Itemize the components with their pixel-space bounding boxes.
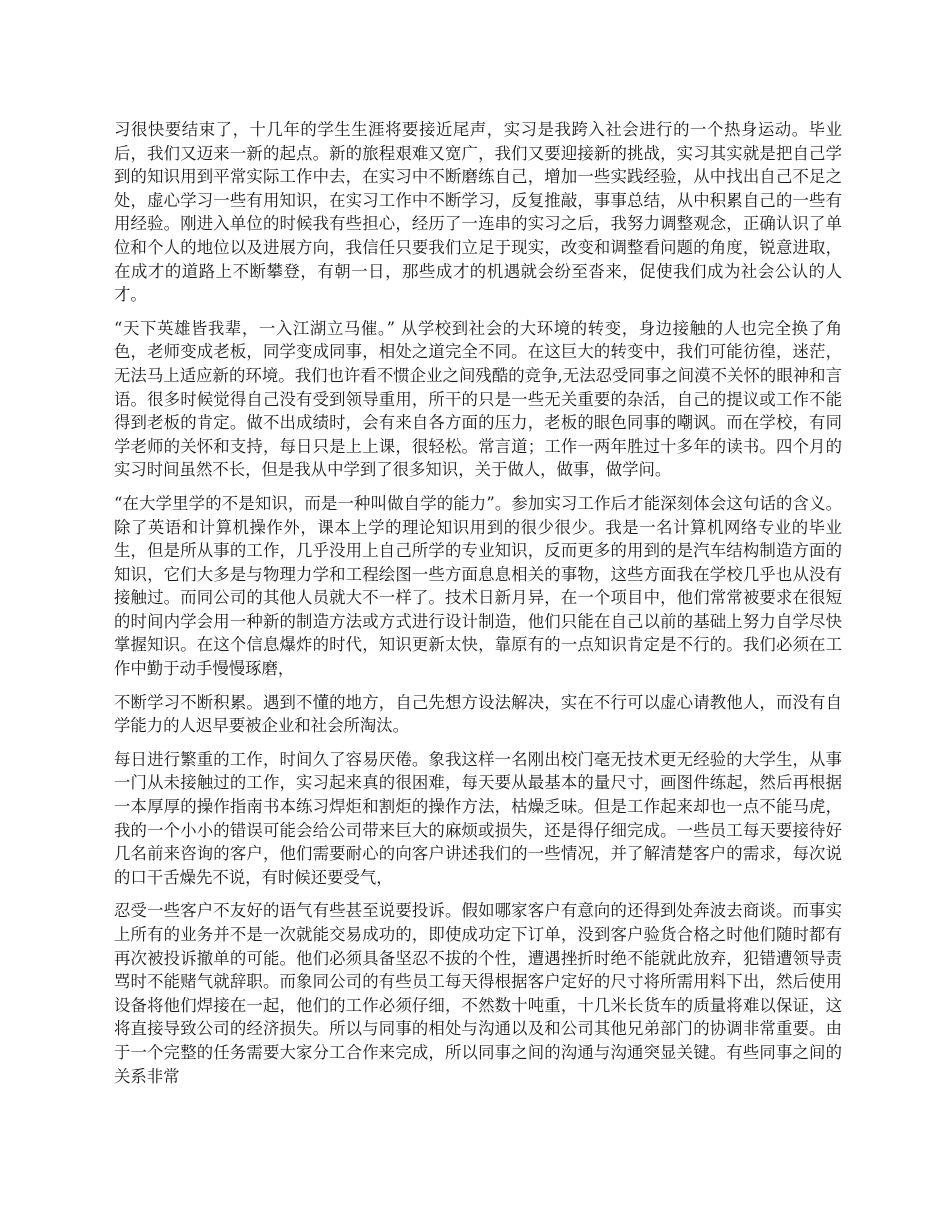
paragraph-6: 忍受一些客户不友好的语气有些甚至说要投诉。假如哪家客户有意向的还得到处奔波去商谈。而事实上所有的业务并不是一次就能交易成功的，即使成功定下订单，没到客户验货合格之时他们随时都有再次被投诉撤单的可能。他们必须具备坚忍不拔的个性，遭遇挫折时绝不能就此放弃，犯错遭领导责骂时不能赌气就辞职。而象同公司的有些员工每天得根据客户定好的尺寸将所需用料下出，然后使用设备将他们焊接在一起，他们的工作必须仔细，不然数十吨重，十几米长货车的质量将难以保证，这将直接导致公司的经济损失。所以与同事的相处与沟通以及和公司其他兄弟部门的协调非常重要。由于一个完整的任务需要大家分工合作来完成，所以同事之间的沟通与沟通突显关键。有些同事之间的关系非常 — [114, 901, 842, 1086]
paragraph-5: 每日进行繁重的工作，时间久了容易厌倦。象我这样一名刚出校门毫无技术更无经验的大学生，从事一门从未接触过的工作，实习起来真的很困难，每天要从最基本的量尺寸，画图件练起，然后再根据一本厚厚的操作指南书本练习焊炬和割炬的操作方法，枯燥乏味。但是工作起来却也一点不能马虎，我的一个小小的错误可能会给公司带来巨大的麻烦或损失，还是得仔细完成。一些员工每天要接待好几名前来咨询的客户，他们需要耐心的向客户讲述我们的一些情况，并了解清楚客户的需求，每次说的口干舌燥先不说，有时候还要受气， — [114, 749, 842, 887]
paragraph-1: 习很快要结束了，十几年的学生生涯将要接近尾声，实习是我跨入社会进行的一个热身运动。毕业后，我们又迈来一新的起点。新的旅程艰难又宽广，我们又要迎接新的挑战，实习其实就是把自己学到的知识用到平常实际工作中去，在实习中不断磨练自己，增加一些实践经验，从中找出自己不足之处，虚心学习一些有用知识，在实习工作中不断学习，反复推敲，事事总结，从中积累自己的一些有用经验。刚进入单位的时候我有些担心，经历了一连串的实习之后，我努力调整观念，正确认识了单位和个人的地位以及进展方向，我信任只要我们立足于现实，改变和调整看问题的角度，锐意进取，在成才的道路上不断攀登，有朝一日，那些成才的机遇就会纷至沓来，促使我们成为社会公认的人才。 — [114, 120, 842, 305]
paragraph-2: “天下英雄皆我辈，一入江湖立马催。” 从学校到社会的大环境的转变，身边接触的人也完全换了角色，老师变成老板，同学变成同事，相处之道完全不同。在这巨大的转变中，我们可能彷徨，迷茫，无法马上适应新的环境。我们也许看不惯企业之间残酷的竞争,无法忍受同事之间漠不关怀的眼神和言语。很多时候觉得自己没有受到领导重用，所干的只是一些无关重要的杂活，自己的提议或工作不能得到老板的肯定。做不出成绩时，会有来自各方面的压力，老板的眼色同事的嘲讽。而在学校，有同学老师的关怀和支持，每日只是上上课，很轻松。常言道；工作一两年胜过十多年的读书。四个月的实习时间虽然不长，但是我从中学到了很多知识，关于做人，做事，做学问。 — [114, 318, 842, 480]
paragraph-3: “在大学里学的不是知识，而是一种叫做自学的能力”。参加实习工作后才能深刻体会这句话的含义。除了英语和计算机操作外，课本上学的理论知识用到的很少很少。我是一名计算机网络专业的毕业生，但是所从事的工作，几乎没用上自己所学的专业知识，反而更多的用到的是汽车结构制造方面的知识，它们大多是与物理力学和工程绘图一些方面息息相关的事物，这些方面我在学校几乎也从没有接触过。而同公司的其他人员就大不一样了。技术日新月异，在一个项目中，他们常常被要求在很短的时间内学会用一种新的制造方法或方式进行设计制造，他们只能在自己以前的基础上努力自学尽快掌握知识。在这个信息爆炸的时代，知识更新太快，靠原有的一点知识肯定是不行的。我们必须在工作中勤于动手慢慢琢磨， — [114, 493, 842, 679]
paragraph-4: 不断学习不断积累。遇到不懂的地方，自己先想方设法解决，实在不行可以虚心请教他人，而没有自学能力的人迟早要被企业和社会所淘汰。 — [114, 692, 842, 736]
document-body — [114, 118, 842, 1098]
